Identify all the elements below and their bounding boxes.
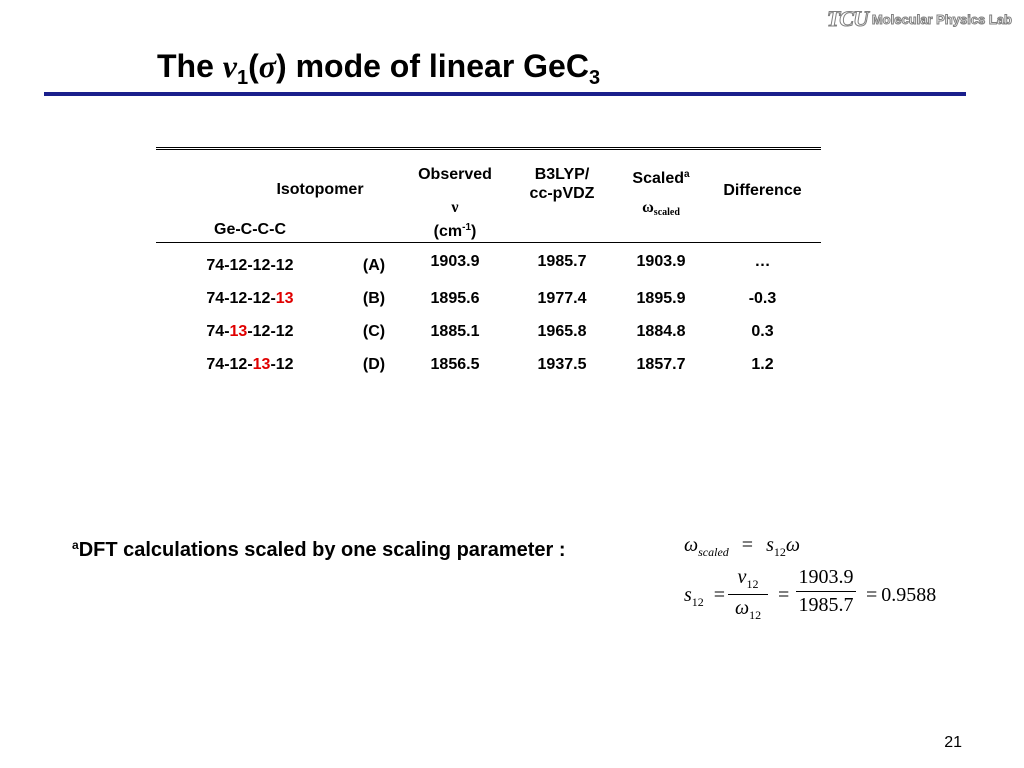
header-observed-symbol: ν xyxy=(451,199,459,216)
cell-difference: 0.3 xyxy=(751,323,774,340)
eq1-s-sub: 12 xyxy=(773,545,786,559)
table-row xyxy=(156,243,821,291)
cell-scaled: 1857.7 xyxy=(636,356,686,373)
cell-difference: -0.3 xyxy=(748,290,777,307)
header-scaled-label xyxy=(618,165,704,188)
eq2-result xyxy=(866,584,936,607)
cell-scaled: 1895.9 xyxy=(636,290,686,307)
eq2-den-value: 1985.7 xyxy=(798,594,854,616)
eq2-equals2: = xyxy=(778,584,790,606)
header-b3lyp-label: B3LYP/ xyxy=(534,166,590,183)
iso-highlight: 13 xyxy=(229,323,248,340)
eq2-s-sub: 12 xyxy=(691,595,704,609)
eq2-nu: ν xyxy=(737,566,747,588)
omega-sub: scaled xyxy=(653,207,680,218)
eq2-num-value: 1903.9 xyxy=(796,566,856,592)
cell-difference: 1.2 xyxy=(751,356,774,373)
header-difference-label: Difference xyxy=(723,182,802,199)
cell-scaled: 1903.9 xyxy=(636,253,686,270)
eq1-equals: = xyxy=(741,534,754,556)
cell-observed: 1903.9 xyxy=(430,253,480,270)
eq2-s: s xyxy=(684,584,692,606)
iso-part: 74-12- xyxy=(206,356,253,373)
eq2-equals3: = xyxy=(866,584,878,606)
eq1-s: s xyxy=(766,534,774,556)
header-label-spacer xyxy=(344,149,404,243)
iso-part: 74-12-12- xyxy=(206,290,276,307)
cell-label: (B) xyxy=(362,290,386,307)
iso-part: 74-12-12-12 xyxy=(206,257,294,274)
header-isotopomer-sub: Ge-C-C-C xyxy=(214,221,286,238)
header-isotopomer-label: Isotopomer xyxy=(276,181,364,198)
iso-part: 74- xyxy=(206,323,230,340)
header-difference xyxy=(704,149,821,243)
eq2-nu-sub: 12 xyxy=(746,577,759,591)
eq2-numeric-fraction xyxy=(796,566,856,617)
cell-isotopomer xyxy=(156,356,344,389)
scaled-footnote-marker: a xyxy=(684,169,690,180)
unit-suffix: ) xyxy=(471,223,477,240)
omega-symbol: ω xyxy=(642,199,654,216)
eq2-den xyxy=(728,595,768,623)
eq2-equals1: = xyxy=(713,584,726,606)
eq1-omega2: ω xyxy=(785,534,800,556)
lab-logo xyxy=(827,6,1012,32)
isotopomer-table xyxy=(156,147,821,389)
header-b3lyp xyxy=(506,149,618,243)
title-nu-sub: 1 xyxy=(236,67,249,89)
cell-isotopomer xyxy=(156,243,344,291)
title-rule xyxy=(44,92,966,96)
title-paren-close: ) xyxy=(276,48,287,84)
title-middle: mode of linear GeC xyxy=(286,48,589,84)
eq2-omega: ω xyxy=(734,597,750,619)
footnote-text: DFT calculations scaled by one scaling parameter : xyxy=(78,539,566,561)
iso-part: -12 xyxy=(270,356,294,373)
eq2-result-value: 0.9588 xyxy=(881,584,937,606)
cell-difference: … xyxy=(754,253,771,270)
unit-prefix: (cm xyxy=(433,223,463,240)
page-number: 21 xyxy=(944,734,962,751)
cell-label: (C) xyxy=(362,323,386,340)
eq2-symbolic-fraction xyxy=(728,566,768,623)
scaled-text: Scaled xyxy=(632,170,685,187)
scaling-equation xyxy=(684,534,800,560)
footnote xyxy=(72,538,566,562)
header-omega-scaled xyxy=(618,198,704,222)
iso-highlight: 13 xyxy=(252,356,271,373)
footnote-marker: a xyxy=(72,538,79,552)
title-sigma: σ xyxy=(258,48,277,84)
unit-exponent: -1 xyxy=(462,222,472,233)
header-observed-label: Observed xyxy=(418,166,492,183)
lab-name: Molecular Physics Lab xyxy=(871,11,1012,27)
tcu-logo-mark: TCU xyxy=(826,6,868,31)
eq2-omega-sub: 12 xyxy=(749,608,762,622)
slide-title xyxy=(157,48,600,90)
eq2-lhs xyxy=(684,584,725,610)
iso-highlight: 13 xyxy=(275,290,294,307)
cell-label: (D) xyxy=(362,356,386,373)
title-prefix: The xyxy=(157,48,223,84)
title-formula-sub: 3 xyxy=(588,67,601,89)
table-header-row xyxy=(156,149,821,243)
table-row xyxy=(156,323,821,356)
table-row xyxy=(156,290,821,323)
header-isotopomer xyxy=(156,149,364,243)
cell-b3lyp: 1937.5 xyxy=(537,356,587,373)
cell-b3lyp: 1985.7 xyxy=(537,253,587,270)
header-observed xyxy=(404,149,506,243)
cell-b3lyp: 1977.4 xyxy=(537,290,587,307)
cell-isotopomer xyxy=(156,323,344,356)
header-scaled xyxy=(618,149,704,243)
cell-observed: 1856.5 xyxy=(430,356,480,373)
header-observed-unit xyxy=(404,218,506,241)
eq1-omega: ω xyxy=(684,534,699,556)
cell-isotopomer xyxy=(156,290,344,323)
header-basis-label: cc-pVDZ xyxy=(529,185,595,202)
cell-label: (A) xyxy=(362,257,386,274)
eq1-omega-sub: scaled xyxy=(698,545,729,559)
title-paren-open: ( xyxy=(248,48,259,84)
eq2-num xyxy=(728,566,768,595)
title-nu: ν xyxy=(222,48,237,84)
cell-observed: 1895.6 xyxy=(430,290,480,307)
cell-scaled: 1884.8 xyxy=(636,323,686,340)
cell-observed: 1885.1 xyxy=(430,323,480,340)
cell-b3lyp: 1965.8 xyxy=(537,323,587,340)
table-row xyxy=(156,356,821,389)
iso-part: -12-12 xyxy=(247,323,294,340)
